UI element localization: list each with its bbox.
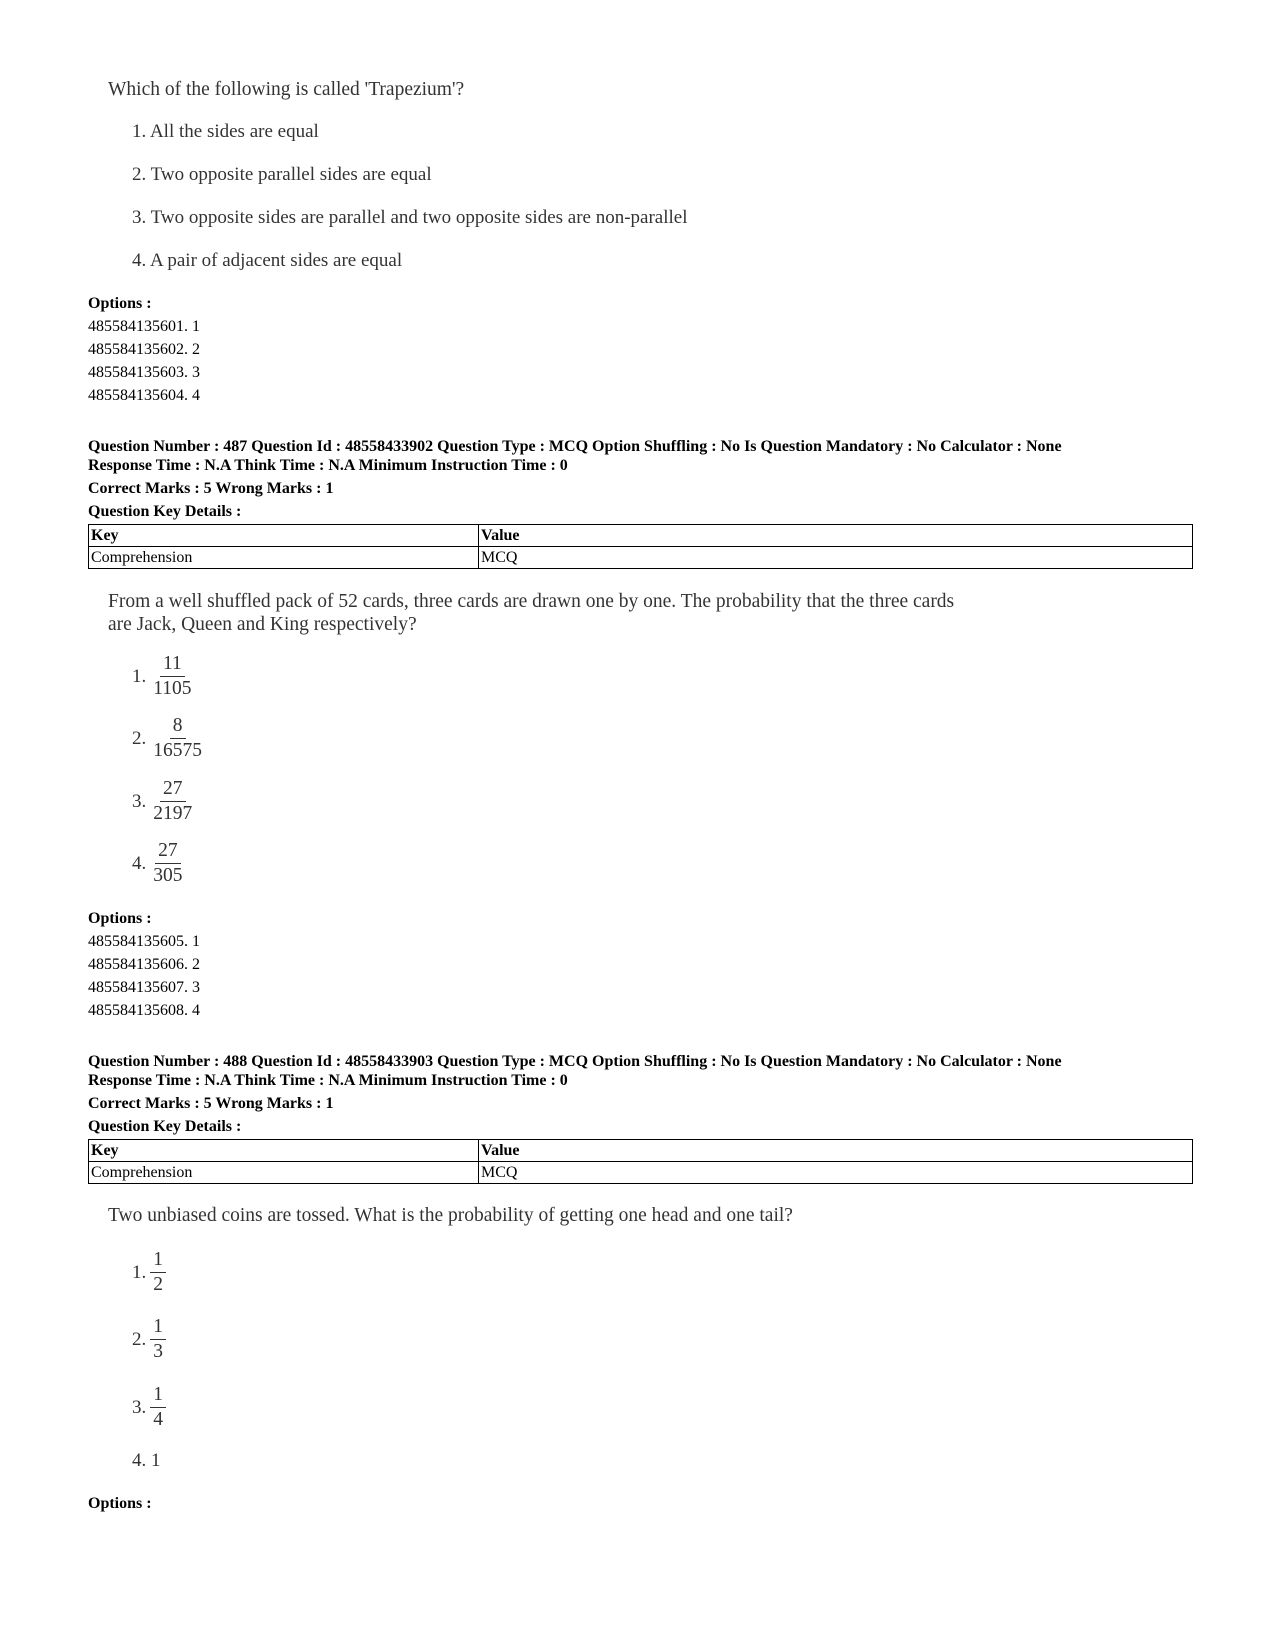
key-cell: Comprehension	[89, 1162, 479, 1184]
value-cell: MCQ	[479, 547, 1193, 569]
question-487-choice-3: 3. $\frac{27}{2197}$	[132, 777, 195, 826]
question-487-marks: Correct Marks : 5 Wrong Marks : 1	[88, 480, 334, 497]
question-487-choice-4: 4. $\frac{27}{305}$	[132, 839, 186, 888]
value-cell: MCQ	[479, 1162, 1193, 1184]
question-488-choice-2: 2. $\frac{1}{3}$	[132, 1315, 166, 1364]
question-487-meta-line2: Response Time : N.A Think Time : N.A Minimum Instruction Time : 0	[88, 457, 568, 474]
question-486-stem	[108, 78, 464, 101]
options-label: Options :	[88, 910, 152, 927]
option-id: 485584135606. 2	[88, 956, 200, 973]
question-486-choice-3: 3. Two opposite sides are parallel and two opposite sides are non-parallel	[132, 207, 688, 228]
question-487-meta-line1: Question Number : 487 Question Id : 48558433902 Question Type : MCQ Option Shuffling : No Is Question Mandatory : No Calculator : None	[88, 438, 1062, 455]
question-487-stem-line2: are Jack, Queen and King respectively?	[108, 614, 417, 635]
value-header: Value	[479, 1140, 1193, 1162]
question-488-key-table	[88, 1139, 1193, 1184]
option-id: 485584135605. 1	[88, 933, 200, 950]
question-488-meta-line2: Response Time : N.A Think Time : N.A Minimum Instruction Time : 0	[88, 1072, 568, 1089]
question-487-choice-2: 2. $\frac{8}{16575}$	[132, 714, 205, 763]
question-488-choice-3: 3. $\frac{1}{4}$	[132, 1383, 166, 1432]
fraction: $\frac{11}{1105}$	[153, 653, 192, 699]
question-487-choice-1: 1. $\frac{11}{1105}$	[132, 652, 195, 701]
question-486-stem-text: Which of the following is called 'Trapezium'?	[108, 79, 465, 100]
key-header: Key	[89, 525, 479, 547]
option-id: 485584135601. 1	[88, 318, 200, 335]
option-id: 485584135603. 3	[88, 364, 200, 381]
options-label: Options :	[88, 1495, 152, 1512]
option-id: 485584135607. 3	[88, 979, 200, 996]
question-488-marks: Correct Marks : 5 Wrong Marks : 1	[88, 1095, 334, 1112]
question-488-stem-text: Two unbiased coins are tossed. What is the probability of getting one head and one tail?	[108, 1205, 793, 1226]
question-488-key-details-label: Question Key Details :	[88, 1118, 242, 1135]
fraction: $\frac{27}{305}$	[153, 840, 183, 886]
key-header: Key	[89, 1140, 479, 1162]
question-488-stem	[108, 1204, 793, 1227]
option-id: 485584135604. 4	[88, 387, 200, 404]
question-488-meta-line1: Question Number : 488 Question Id : 48558433903 Question Type : MCQ Option Shuffling : No Is Question Mandatory : No Calculator : None	[88, 1053, 1062, 1070]
option-id: 485584135608. 4	[88, 1002, 200, 1019]
key-cell: Comprehension	[89, 547, 479, 569]
question-487-key-details-label: Question Key Details :	[88, 503, 242, 520]
question-486-choice-2: 2. Two opposite parallel sides are equal	[132, 164, 432, 185]
value-header: Value	[479, 525, 1193, 547]
question-488-choice-4: 4. 1	[132, 1450, 161, 1471]
fraction: $\frac{1}{4}$	[150, 1383, 166, 1432]
question-486-choice-4: 4. A pair of adjacent sides are equal	[132, 250, 403, 271]
question-488-choice-1: 1. $\frac{1}{2}$	[132, 1248, 166, 1297]
question-487-stem	[108, 590, 954, 636]
question-487-key-table	[88, 524, 1193, 569]
fraction: $\frac{1}{2}$	[150, 1248, 166, 1297]
question-487-stem-line1: From a well shuffled pack of 52 cards, three cards are drawn one by one. The probability that the three cards	[108, 591, 955, 612]
fraction: $\frac{8}{16575}$	[153, 715, 202, 761]
fraction: $\frac{1}{3}$	[150, 1315, 166, 1364]
options-label: Options :	[88, 295, 152, 312]
fraction: $\frac{27}{2197}$	[153, 778, 193, 824]
option-id: 485584135602. 2	[88, 341, 200, 358]
question-486-choice-1: 1. All the sides are equal	[132, 121, 319, 142]
